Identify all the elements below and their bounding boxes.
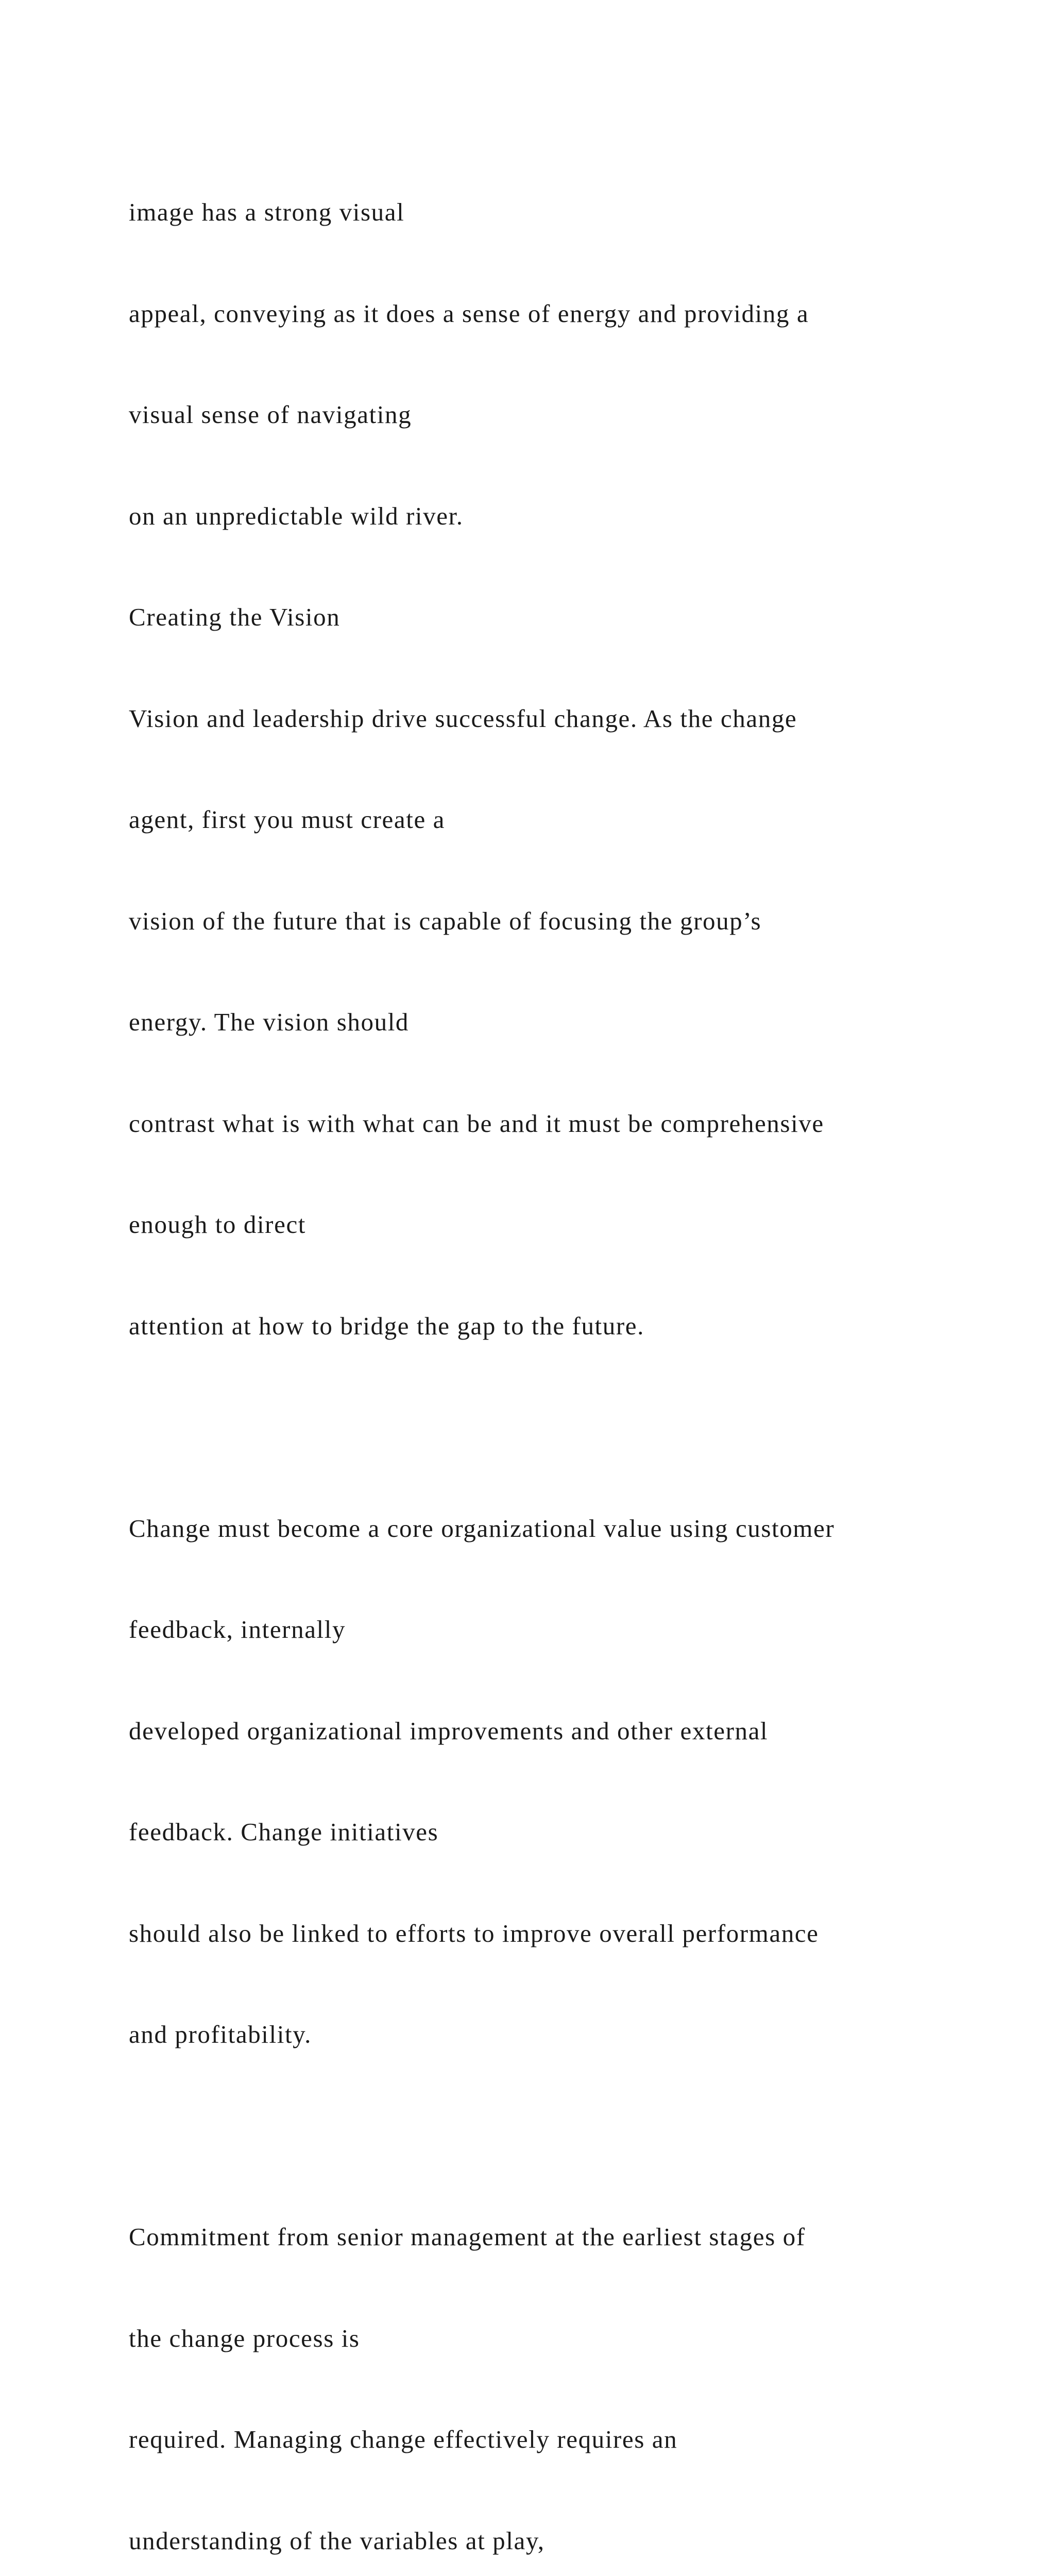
text-line: should also be linked to efforts to improve overall performance: [129, 1919, 819, 1947]
text-line: Commitment from senior management at the earliest stages of: [129, 2223, 806, 2251]
text-line: required. Managing change effectively requires an: [129, 2425, 678, 2453]
text-line: image has a strong visual: [129, 198, 405, 226]
blank-line: [129, 2119, 1035, 2153]
text-line: the change process is: [129, 2324, 360, 2352]
text-line: and profitability.: [129, 2020, 312, 2048]
text-line: attention at how to bridge the gap to the future.: [129, 1311, 644, 1340]
text-line: developed organizational improvements and other external: [129, 1716, 769, 1745]
text-line: agent, first you must create a: [129, 805, 446, 834]
text-line: visual sense of navigating: [129, 400, 412, 429]
text-line: Vision and leadership drive successful change. As the change: [129, 704, 797, 733]
text-line: energy. The vision should: [129, 1008, 410, 1036]
document-body-text: [129, 128, 1035, 2576]
blank-line: [129, 1410, 1035, 1444]
text-line: Change must become a core organizational value using customer: [129, 1514, 835, 1543]
text-line: feedback. Change initiatives: [129, 1818, 439, 1846]
section-heading-creating-the-vision: Creating the Vision: [129, 603, 341, 631]
text-line: on an unpredictable wild river.: [129, 501, 464, 530]
text-line: contrast what is with what can be and it must be comprehensive: [129, 1109, 824, 1138]
text-line: feedback, internally: [129, 1615, 346, 1643]
text-line: vision of the future that is capable of focusing the group’s: [129, 906, 762, 935]
text-line: understanding of the variables at play,: [129, 2526, 545, 2555]
text-line: enough to direct: [129, 1210, 307, 1239]
text-line: appeal, conveying as it does a sense of energy and providing a: [129, 299, 809, 328]
